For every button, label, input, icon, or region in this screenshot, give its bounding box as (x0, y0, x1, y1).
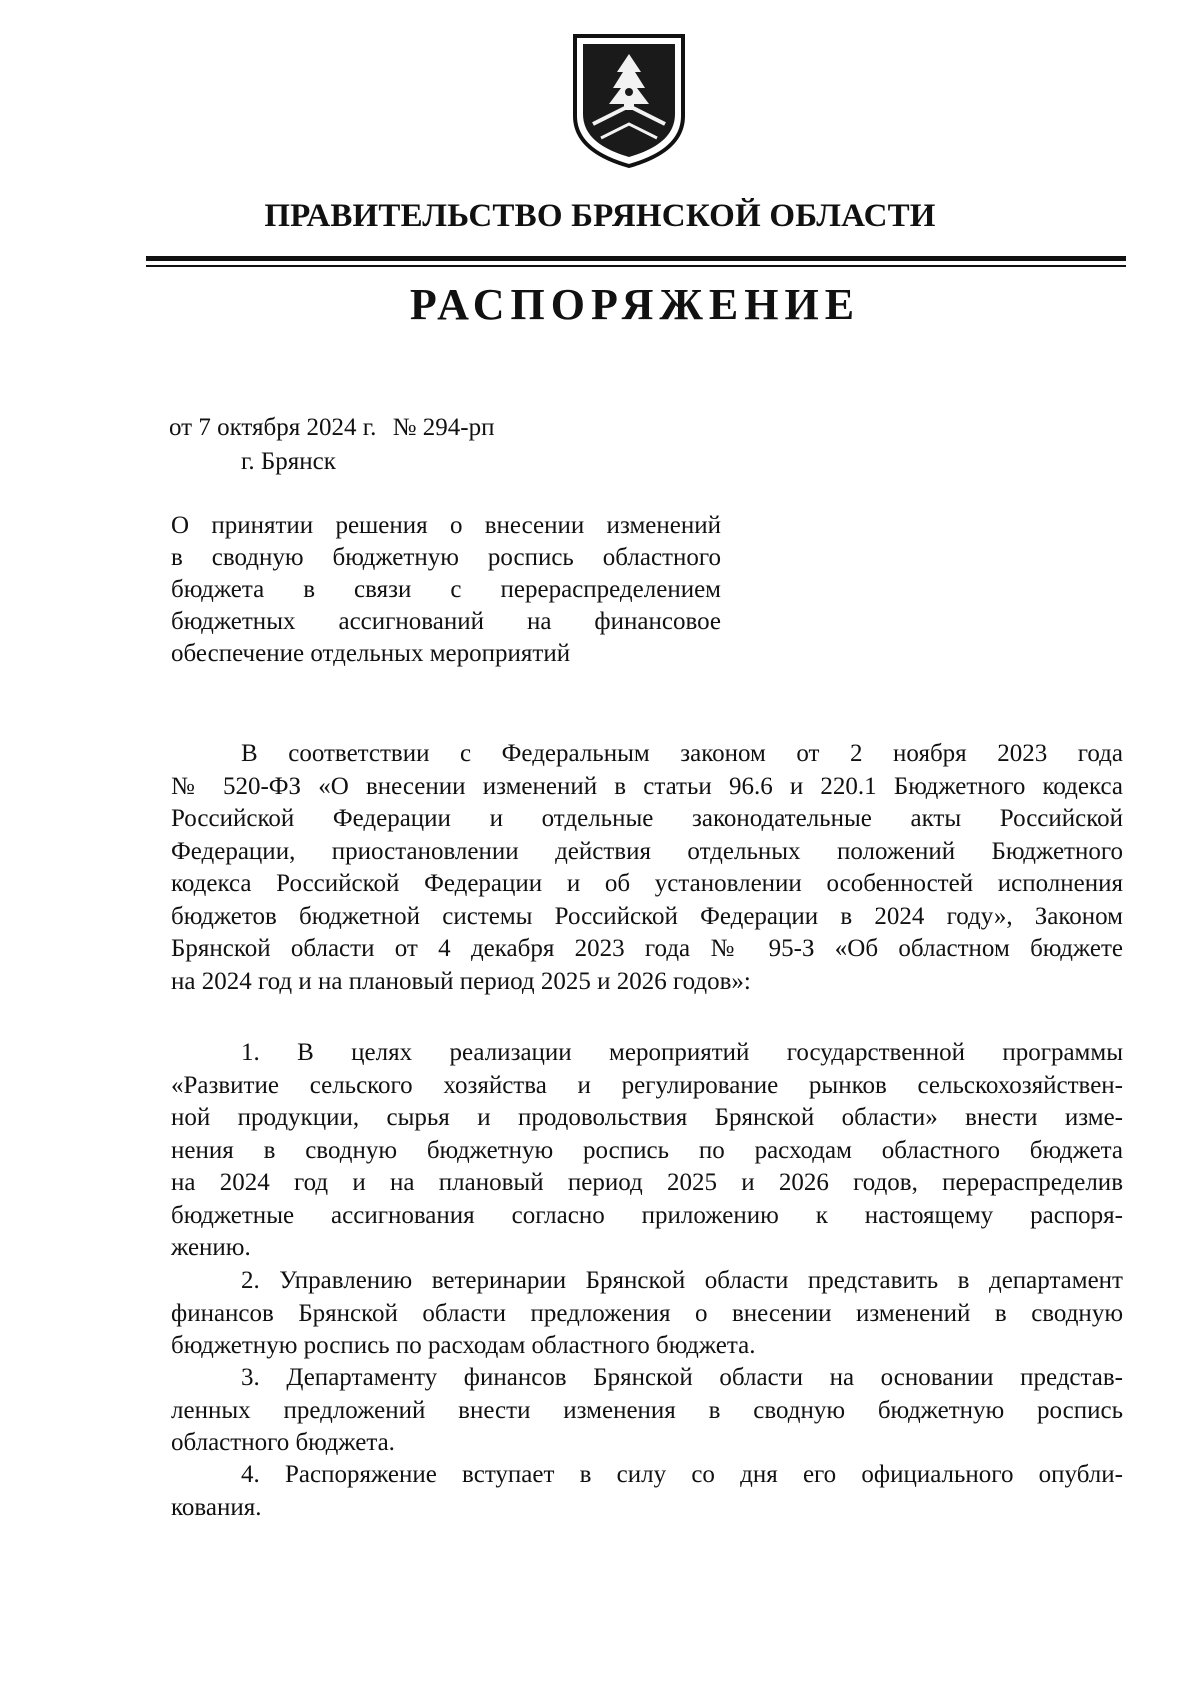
header-rule-thin (146, 265, 1126, 267)
item-2-paragraph (171, 1265, 1123, 1363)
subject-line: бюджета в связи с перераспределением (171, 576, 721, 603)
item-1-line: нения в сводную бюджетную роспись по расходам областного бюджета (171, 1136, 1123, 1164)
government-title: ПРАВИТЕЛЬСТВО БРЯНСКОЙ ОБЛАСТИ (264, 198, 936, 234)
item-3-line: ленных предложений внести изменения в сводную бюджетную роспись (171, 1396, 1123, 1424)
preamble-line: Брянской области от 4 декабря 2023 года № 95-З «Об областном бюджете (171, 935, 1123, 962)
item-3-paragraph (171, 1362, 1123, 1460)
header-rule-thick (146, 256, 1126, 261)
item-1-line: «Развитие сельского хозяйства и регулирование рынков сельскохозяйствен- (171, 1071, 1123, 1099)
preamble-line: бюджетов бюджетной системы Российской Федерации в 2024 году», Законом (171, 902, 1123, 930)
preamble-paragraph (171, 738, 1123, 998)
item-4-line: 4. Распоряжение вступает в силу со дня его официального опубли- (241, 1461, 1123, 1488)
preamble-line: кодекса Российской Федерации и об установлении особенностей исполнения (171, 870, 1123, 897)
item-3-line: областного бюджета. (171, 1429, 395, 1456)
item-2-line: 2. Управлению ветеринарии Брянской области представить в департамент (241, 1267, 1123, 1294)
subject-line: обеспечение отдельных мероприятий (171, 640, 571, 667)
document-meta (169, 411, 494, 479)
item-1-line: ной продукции, сырья и продовольствия Брянской области» внести изме- (171, 1104, 1123, 1131)
document-subject (171, 510, 721, 670)
subject-line: бюджетных ассигнований на финансовое (171, 608, 721, 635)
document-type-title: РАСПОРЯЖЕНИЕ (409, 280, 861, 329)
subject-line: в сводную бюджетную роспись областного (171, 544, 721, 571)
item-1-line: 1. В целях реализации мероприятий государственной программы (241, 1039, 1123, 1066)
document-number: № 294-рп (392, 414, 495, 441)
item-1-line: бюджетные ассигнования согласно приложению к настоящему распоря- (171, 1201, 1123, 1229)
item-1-line: на 2024 год и на плановый период 2025 и 2026 годов, перераспределив (171, 1169, 1123, 1196)
item-3-line: 3. Департаменту финансов Брянской области на основании представ- (241, 1364, 1123, 1391)
preamble-line: В соответствии с Федеральным законом от 2 ноября 2023 года (241, 740, 1123, 767)
preamble-line: Федерации, приостановлении действия отдельных положений Бюджетного (171, 837, 1123, 865)
item-1-line: жению. (171, 1234, 251, 1261)
item-2-line: бюджетную роспись по расходам областного бюджета. (171, 1332, 756, 1359)
item-4-line: кования. (171, 1493, 262, 1521)
item-1-paragraph (171, 1037, 1123, 1265)
preamble-line: Российской Федерации и отдельные законодательные акты Российской (171, 805, 1123, 832)
item-2-line: финансов Брянской области предложения о внесении изменений в сводную (171, 1299, 1123, 1327)
coat-of-arms-icon (571, 32, 687, 170)
document-date: от 7 октября 2024 г. (169, 414, 377, 441)
subject-line: О принятии решения о внесении изменений (171, 512, 721, 539)
preamble-line: на 2024 год и на плановый период 2025 и 2026 годов»: (171, 967, 751, 995)
document-city: г. Брянск (241, 448, 336, 475)
item-4-paragraph (171, 1459, 1123, 1524)
preamble-line: № 520-ФЗ «О внесении изменений в статьи 96.6 и 220.1 Бюджетного кодекса (171, 772, 1123, 800)
